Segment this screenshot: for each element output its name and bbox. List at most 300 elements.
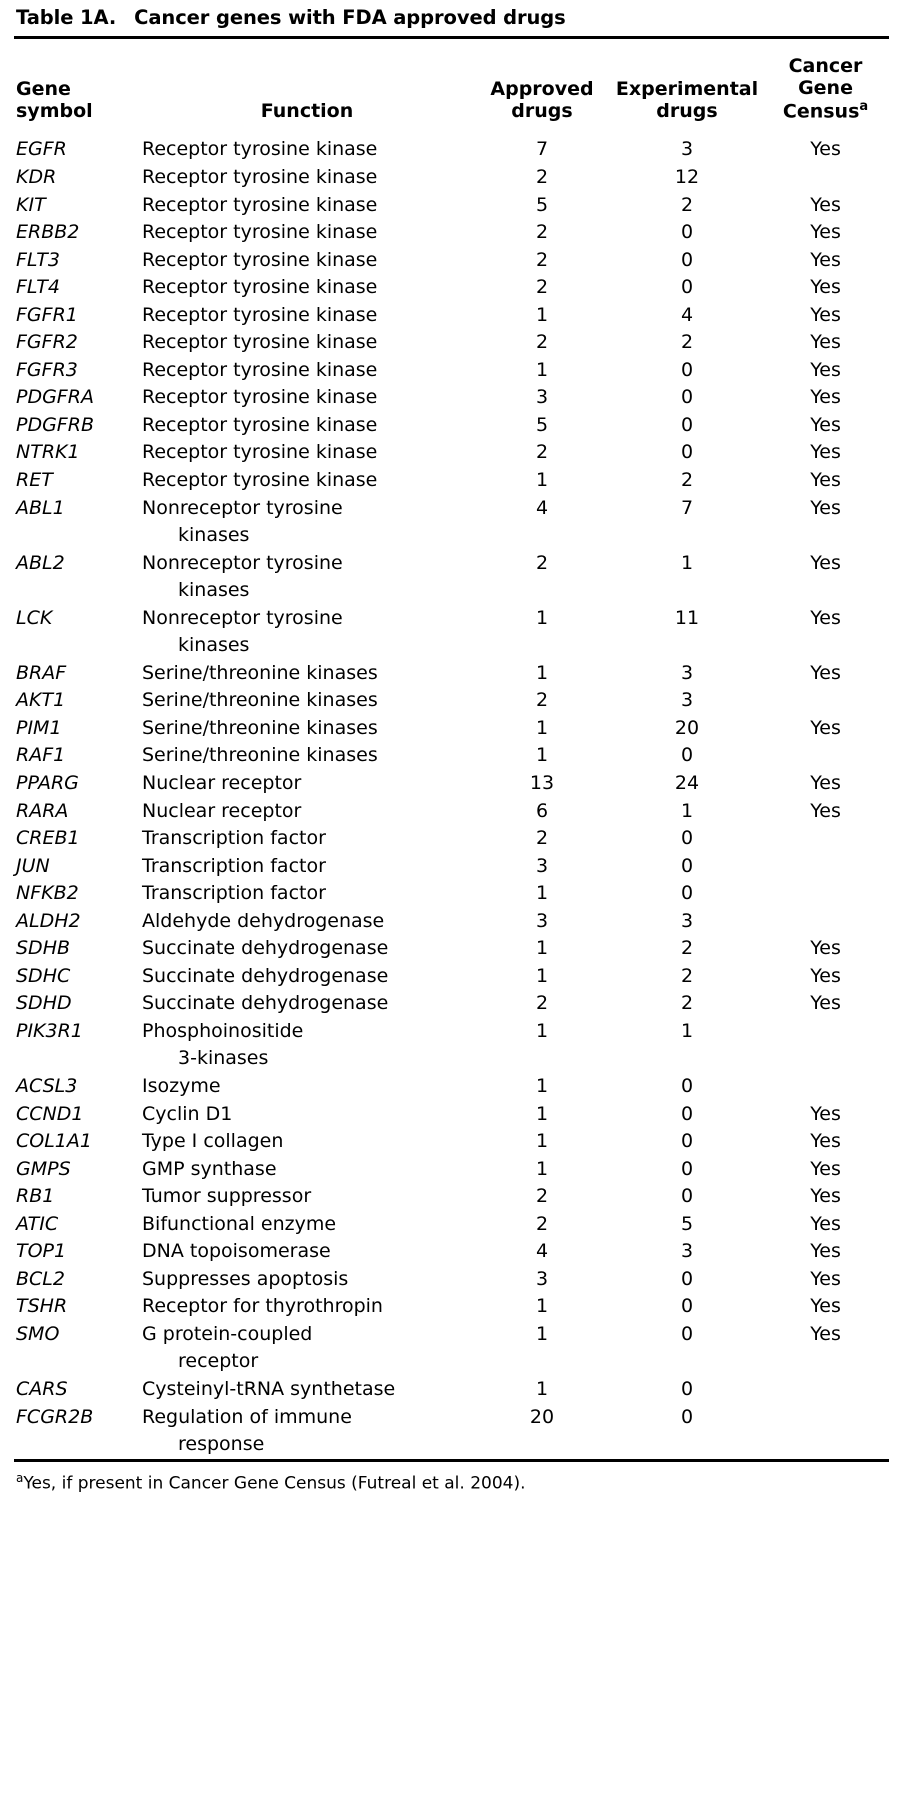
cell-gene-symbol: GMPS bbox=[16, 1157, 71, 1180]
cell-approved-drugs: 1 bbox=[535, 1075, 549, 1098]
cell-gene-symbol: AKT1 bbox=[16, 689, 66, 712]
col-header-experimental-line1: Experimental bbox=[615, 78, 759, 101]
cell-function bbox=[142, 605, 472, 660]
cell-approved-drugs: 1 bbox=[535, 1378, 549, 1401]
cell-function-line2: kinases bbox=[178, 524, 250, 547]
cell-cancer-gene-census: Yes bbox=[810, 1212, 841, 1235]
cell-function bbox=[142, 384, 472, 412]
col-header-gene-symbol bbox=[14, 55, 142, 127]
cell-gene-symbol: SMO bbox=[16, 1322, 60, 1345]
cell-function bbox=[142, 1183, 472, 1211]
cell-gene-symbol: NTRK1 bbox=[16, 441, 80, 464]
cell-approved-drugs: 1 bbox=[535, 358, 549, 381]
table-row bbox=[14, 164, 889, 192]
table-row bbox=[14, 357, 889, 385]
cell-function-line1: Receptor tyrosine kinase bbox=[142, 386, 378, 409]
cell-function bbox=[142, 1101, 472, 1129]
caption-title: Cancer genes with FDA approved drugs bbox=[134, 6, 566, 29]
cell-function bbox=[142, 853, 472, 881]
table-row bbox=[14, 247, 889, 275]
table-body bbox=[14, 127, 889, 1458]
cell-experimental-drugs: 5 bbox=[680, 1212, 694, 1235]
cell-approved-drugs: 2 bbox=[535, 165, 549, 188]
cell-experimental-drugs: 1 bbox=[680, 551, 694, 574]
cell-function-line1: Transcription factor bbox=[142, 854, 326, 877]
cell-cancer-gene-census: Yes bbox=[810, 1295, 841, 1318]
cell-function bbox=[142, 247, 472, 275]
table-row bbox=[14, 384, 889, 412]
cell-function-line1: Serine/threonine kinases bbox=[142, 716, 378, 739]
cell-approved-drugs: 2 bbox=[535, 276, 549, 299]
cell-function-line1: Cysteinyl-tRNA synthetase bbox=[142, 1378, 396, 1401]
table-row bbox=[14, 127, 889, 164]
table-row bbox=[14, 274, 889, 302]
cell-experimental-drugs: 3 bbox=[680, 138, 694, 161]
cell-gene-symbol: SDHC bbox=[16, 964, 71, 987]
cell-function-line1: Nuclear receptor bbox=[142, 799, 302, 822]
cell-approved-drugs: 5 bbox=[535, 413, 549, 436]
cell-function bbox=[142, 550, 472, 605]
cell-cancer-gene-census: Yes bbox=[810, 964, 841, 987]
cell-cancer-gene-census: Yes bbox=[810, 413, 841, 436]
cell-function bbox=[142, 798, 472, 826]
cell-gene-symbol: NFKB2 bbox=[16, 882, 79, 905]
cell-approved-drugs: 2 bbox=[535, 441, 549, 464]
cell-gene-symbol: FCGR2B bbox=[16, 1405, 94, 1428]
col-header-experimental-drugs bbox=[612, 55, 762, 127]
cell-approved-drugs: 1 bbox=[535, 606, 549, 629]
table-row bbox=[14, 412, 889, 440]
cell-function-line1: Aldehyde dehydrogenase bbox=[142, 909, 385, 932]
cell-function bbox=[142, 357, 472, 385]
cell-experimental-drugs: 0 bbox=[680, 1075, 694, 1098]
cell-approved-drugs: 2 bbox=[535, 689, 549, 712]
table-row bbox=[14, 439, 889, 467]
cell-function-line1: Isozyme bbox=[142, 1075, 221, 1098]
cell-gene-symbol: ABL1 bbox=[16, 496, 65, 519]
cell-experimental-drugs: 2 bbox=[680, 468, 694, 491]
cell-cancer-gene-census: Yes bbox=[810, 661, 841, 684]
cell-function bbox=[142, 467, 472, 495]
col-header-function bbox=[142, 55, 472, 127]
cell-approved-drugs: 3 bbox=[535, 1267, 549, 1290]
cell-cancer-gene-census: Yes bbox=[810, 386, 841, 409]
col-header-function-label: Function bbox=[260, 100, 354, 123]
cell-cancer-gene-census: Yes bbox=[810, 606, 841, 629]
cell-gene-symbol: PIM1 bbox=[16, 716, 62, 739]
table-row bbox=[14, 798, 889, 826]
cell-experimental-drugs: 0 bbox=[680, 276, 694, 299]
cell-function-line1: Receptor tyrosine kinase bbox=[142, 248, 378, 271]
cell-gene-symbol: PDGFRA bbox=[16, 386, 94, 409]
table-row bbox=[14, 1404, 889, 1459]
cell-function bbox=[142, 1376, 472, 1404]
cell-approved-drugs: 1 bbox=[535, 937, 549, 960]
cell-cancer-gene-census: Yes bbox=[810, 303, 841, 326]
col-header-census-line1: Cancer bbox=[788, 55, 863, 77]
cell-cancer-gene-census: Yes bbox=[810, 248, 841, 271]
cell-approved-drugs: 1 bbox=[535, 303, 549, 326]
cell-cancer-gene-census: Yes bbox=[810, 496, 841, 519]
cell-experimental-drugs: 0 bbox=[680, 1267, 694, 1290]
cell-gene-symbol: EGFR bbox=[16, 138, 67, 161]
table-row bbox=[14, 990, 889, 1018]
cell-experimental-drugs: 0 bbox=[680, 441, 694, 464]
cell-cancer-gene-census: Yes bbox=[810, 193, 841, 216]
cell-approved-drugs: 1 bbox=[535, 1019, 549, 1042]
table-row bbox=[14, 770, 889, 798]
cell-cancer-gene-census: Yes bbox=[810, 1185, 841, 1208]
cell-function-line2: response bbox=[178, 1433, 265, 1456]
cell-function-line1: Nonreceptor tyrosine bbox=[142, 606, 343, 629]
cell-function bbox=[142, 825, 472, 853]
cell-experimental-drugs: 2 bbox=[680, 331, 694, 354]
cell-gene-symbol: PIK3R1 bbox=[16, 1019, 83, 1042]
cell-function-line1: GMP synthase bbox=[142, 1157, 277, 1180]
cell-approved-drugs: 2 bbox=[535, 827, 549, 850]
cell-function bbox=[142, 302, 472, 330]
cell-function bbox=[142, 1293, 472, 1321]
cell-function-line1: Receptor for thyrothropin bbox=[142, 1295, 383, 1318]
cell-function bbox=[142, 127, 472, 164]
cell-approved-drugs: 3 bbox=[535, 909, 549, 932]
table-row bbox=[14, 1238, 889, 1266]
cell-function-line1: DNA topoisomerase bbox=[142, 1240, 331, 1263]
cell-gene-symbol: RET bbox=[16, 468, 53, 491]
table-row bbox=[14, 192, 889, 220]
cell-approved-drugs: 1 bbox=[535, 468, 549, 491]
cell-function-line1: Receptor tyrosine kinase bbox=[142, 441, 378, 464]
table-row bbox=[14, 1266, 889, 1294]
cell-approved-drugs: 2 bbox=[535, 331, 549, 354]
cell-experimental-drugs: 0 bbox=[680, 1130, 694, 1153]
table-row bbox=[14, 715, 889, 743]
cell-cancer-gene-census: Yes bbox=[810, 1267, 841, 1290]
cell-experimental-drugs: 0 bbox=[680, 1405, 694, 1428]
col-header-census-word: Census bbox=[782, 100, 860, 123]
cell-cancer-gene-census: Yes bbox=[810, 468, 841, 491]
cell-approved-drugs: 6 bbox=[535, 799, 549, 822]
table-row bbox=[14, 687, 889, 715]
cell-function bbox=[142, 1266, 472, 1294]
cell-cancer-gene-census: Yes bbox=[810, 441, 841, 464]
cell-approved-drugs: 1 bbox=[535, 661, 549, 684]
col-header-gene-line1: Gene bbox=[16, 78, 71, 101]
cell-cancer-gene-census: Yes bbox=[810, 992, 841, 1015]
cell-function bbox=[142, 1321, 472, 1376]
cell-approved-drugs: 1 bbox=[535, 882, 549, 905]
cell-experimental-drugs: 12 bbox=[674, 165, 700, 188]
cell-approved-drugs: 2 bbox=[535, 1212, 549, 1235]
cell-function-line2: receptor bbox=[178, 1350, 259, 1373]
cell-experimental-drugs: 0 bbox=[680, 827, 694, 850]
table-row bbox=[14, 825, 889, 853]
table-row bbox=[14, 329, 889, 357]
cell-cancer-gene-census bbox=[762, 825, 889, 853]
cell-gene-symbol: ALDH2 bbox=[16, 909, 81, 932]
cell-function bbox=[142, 908, 472, 936]
cell-function bbox=[142, 742, 472, 770]
col-header-census-line3 bbox=[762, 99, 889, 122]
cell-function-line1: Transcription factor bbox=[142, 882, 326, 905]
cell-cancer-gene-census: Yes bbox=[810, 1157, 841, 1180]
cell-gene-symbol: ABL2 bbox=[16, 551, 65, 574]
cell-function bbox=[142, 660, 472, 688]
cell-experimental-drugs: 2 bbox=[680, 964, 694, 987]
cell-function-line1: Nonreceptor tyrosine bbox=[142, 551, 343, 574]
cell-function-line1: G protein-coupled bbox=[142, 1322, 313, 1345]
cell-function bbox=[142, 439, 472, 467]
cell-approved-drugs: 2 bbox=[535, 248, 549, 271]
cell-function bbox=[142, 770, 472, 798]
cell-cancer-gene-census: Yes bbox=[810, 138, 841, 161]
cell-experimental-drugs: 3 bbox=[680, 1240, 694, 1263]
cell-function-line1: Serine/threonine kinases bbox=[142, 661, 378, 684]
table-row bbox=[14, 963, 889, 991]
table-row bbox=[14, 880, 889, 908]
cell-gene-symbol: CCND1 bbox=[16, 1102, 84, 1125]
footnote-marker: a bbox=[16, 1470, 24, 1485]
table-footnote bbox=[14, 1462, 889, 1499]
cell-experimental-drugs: 3 bbox=[680, 909, 694, 932]
cell-cancer-gene-census bbox=[762, 908, 889, 936]
cell-cancer-gene-census: Yes bbox=[810, 799, 841, 822]
cell-function-line1: Receptor tyrosine kinase bbox=[142, 413, 378, 436]
cell-gene-symbol: RAF1 bbox=[16, 744, 66, 767]
cell-approved-drugs: 20 bbox=[529, 1405, 555, 1428]
cell-function bbox=[142, 329, 472, 357]
cell-gene-symbol: SDHD bbox=[16, 992, 72, 1015]
table-row bbox=[14, 605, 889, 660]
cell-gene-symbol: JUN bbox=[16, 854, 50, 877]
table-row bbox=[14, 935, 889, 963]
cell-function bbox=[142, 192, 472, 220]
cell-approved-drugs: 1 bbox=[535, 1102, 549, 1125]
cell-experimental-drugs: 0 bbox=[680, 854, 694, 877]
cell-gene-symbol: RB1 bbox=[16, 1185, 55, 1208]
cell-approved-drugs: 2 bbox=[535, 992, 549, 1015]
cell-experimental-drugs: 0 bbox=[680, 386, 694, 409]
cell-approved-drugs: 1 bbox=[535, 744, 549, 767]
cell-approved-drugs: 1 bbox=[535, 1322, 549, 1345]
cell-function-line1: Type I collagen bbox=[142, 1130, 284, 1153]
cell-function-line1: Receptor tyrosine kinase bbox=[142, 358, 378, 381]
cell-function bbox=[142, 687, 472, 715]
cell-function-line1: Succinate dehydrogenase bbox=[142, 937, 389, 960]
cell-cancer-gene-census: Yes bbox=[810, 221, 841, 244]
cell-function bbox=[142, 935, 472, 963]
cell-approved-drugs: 1 bbox=[535, 964, 549, 987]
cell-gene-symbol: RARA bbox=[16, 799, 69, 822]
cell-function-line1: Serine/threonine kinases bbox=[142, 744, 378, 767]
cell-experimental-drugs: 3 bbox=[680, 689, 694, 712]
cell-gene-symbol: PDGFRB bbox=[16, 413, 94, 436]
cell-gene-symbol: FLT4 bbox=[16, 276, 60, 299]
cell-function-line1: Suppresses apoptosis bbox=[142, 1267, 349, 1290]
cell-cancer-gene-census bbox=[762, 853, 889, 881]
cell-experimental-drugs: 0 bbox=[680, 1185, 694, 1208]
cell-function bbox=[142, 1156, 472, 1184]
cell-experimental-drugs: 2 bbox=[680, 937, 694, 960]
cell-experimental-drugs: 2 bbox=[680, 992, 694, 1015]
cell-cancer-gene-census bbox=[762, 687, 889, 715]
cell-approved-drugs: 1 bbox=[535, 1130, 549, 1153]
col-header-approved-line1: Approved bbox=[490, 78, 594, 101]
cell-experimental-drugs: 2 bbox=[680, 193, 694, 216]
table-row bbox=[14, 1321, 889, 1376]
cell-gene-symbol: COL1A1 bbox=[16, 1130, 92, 1153]
cell-function-line1: Receptor tyrosine kinase bbox=[142, 303, 378, 326]
cell-approved-drugs: 2 bbox=[535, 221, 549, 244]
caption-label: Table 1A. bbox=[16, 6, 117, 29]
cell-function-line1: Receptor tyrosine kinase bbox=[142, 276, 378, 299]
cell-function bbox=[142, 1238, 472, 1266]
col-header-experimental-line2: drugs bbox=[656, 100, 718, 123]
cell-experimental-drugs: 1 bbox=[680, 1019, 694, 1042]
cell-function-line1: Receptor tyrosine kinase bbox=[142, 331, 378, 354]
cell-gene-symbol: SDHB bbox=[16, 937, 71, 960]
header-spacer bbox=[14, 39, 889, 55]
cell-approved-drugs: 2 bbox=[535, 1185, 549, 1208]
table-row bbox=[14, 1376, 889, 1404]
cell-approved-drugs: 1 bbox=[535, 716, 549, 739]
table-row bbox=[14, 908, 889, 936]
cell-function bbox=[142, 1073, 472, 1101]
cell-cancer-gene-census: Yes bbox=[810, 551, 841, 574]
cell-gene-symbol: ACSL3 bbox=[16, 1075, 78, 1098]
cell-function-line2: 3-kinases bbox=[178, 1047, 269, 1070]
cell-function bbox=[142, 963, 472, 991]
cell-function bbox=[142, 219, 472, 247]
cell-gene-symbol: CARS bbox=[16, 1378, 68, 1401]
cancer-genes-table bbox=[14, 39, 889, 1459]
cell-gene-symbol: FGFR2 bbox=[16, 331, 78, 354]
cell-function bbox=[142, 1018, 472, 1073]
cell-cancer-gene-census bbox=[762, 742, 889, 770]
cell-experimental-drugs: 7 bbox=[680, 496, 694, 519]
table-row bbox=[14, 853, 889, 881]
cell-gene-symbol: PPARG bbox=[16, 772, 79, 794]
cell-experimental-drugs: 20 bbox=[674, 716, 700, 739]
cell-experimental-drugs: 0 bbox=[680, 1295, 694, 1318]
col-header-census-line2: Gene bbox=[798, 77, 853, 100]
cell-gene-symbol: TSHR bbox=[16, 1295, 68, 1318]
cell-gene-symbol: LCK bbox=[16, 606, 53, 629]
table-row bbox=[14, 302, 889, 330]
cell-cancer-gene-census: Yes bbox=[810, 331, 841, 354]
table-row bbox=[14, 1018, 889, 1073]
cell-experimental-drugs: 3 bbox=[680, 661, 694, 684]
cell-approved-drugs: 1 bbox=[535, 1157, 549, 1180]
cell-function bbox=[142, 1404, 472, 1459]
col-header-approved-line2: drugs bbox=[511, 100, 573, 123]
table-row bbox=[14, 467, 889, 495]
cell-function bbox=[142, 164, 472, 192]
cell-function-line1: Serine/threonine kinases bbox=[142, 689, 378, 712]
cell-gene-symbol: FGFR1 bbox=[16, 303, 78, 326]
cell-function bbox=[142, 1128, 472, 1156]
table-row bbox=[14, 1211, 889, 1239]
cell-function-line1: Succinate dehydrogenase bbox=[142, 992, 389, 1015]
cell-approved-drugs: 5 bbox=[535, 193, 549, 216]
cell-approved-drugs: 2 bbox=[535, 551, 549, 574]
cell-cancer-gene-census: Yes bbox=[810, 716, 841, 739]
cell-function bbox=[142, 715, 472, 743]
cell-cancer-gene-census: Yes bbox=[810, 1322, 841, 1345]
cell-function-line2: kinases bbox=[178, 579, 250, 602]
cell-experimental-drugs: 0 bbox=[680, 358, 694, 381]
cell-function-line1: Tumor suppressor bbox=[142, 1185, 312, 1208]
cell-function-line1: Nuclear receptor bbox=[142, 772, 302, 794]
cell-gene-symbol: ATIC bbox=[16, 1212, 59, 1235]
cell-function-line1: Cyclin D1 bbox=[142, 1102, 233, 1125]
cell-function bbox=[142, 990, 472, 1018]
cell-gene-symbol: FGFR3 bbox=[16, 358, 78, 381]
cell-cancer-gene-census: Yes bbox=[810, 937, 841, 960]
cell-experimental-drugs: 1 bbox=[680, 799, 694, 822]
cell-function-line1: Receptor tyrosine kinase bbox=[142, 165, 378, 188]
cell-approved-drugs: 4 bbox=[535, 496, 549, 519]
cell-gene-symbol: BCL2 bbox=[16, 1267, 65, 1290]
cell-function-line2: kinases bbox=[178, 634, 250, 657]
col-header-cancer-gene-census bbox=[762, 55, 889, 127]
cell-experimental-drugs: 11 bbox=[674, 606, 700, 629]
cell-approved-drugs: 1 bbox=[535, 1295, 549, 1318]
cell-function-line1: Receptor tyrosine kinase bbox=[142, 221, 378, 244]
cell-experimental-drugs: 0 bbox=[680, 413, 694, 436]
header-spacer-row bbox=[14, 39, 889, 55]
cell-cancer-gene-census: Yes bbox=[810, 1102, 841, 1125]
cell-gene-symbol: CREB1 bbox=[16, 827, 80, 850]
cell-gene-symbol: ERBB2 bbox=[16, 221, 80, 244]
table-row bbox=[14, 1183, 889, 1211]
cell-function bbox=[142, 412, 472, 440]
cell-function-line1: Transcription factor bbox=[142, 827, 326, 850]
cell-function-line1: Receptor tyrosine kinase bbox=[142, 193, 378, 216]
cell-experimental-drugs: 0 bbox=[680, 1378, 694, 1401]
cell-cancer-gene-census bbox=[762, 1073, 889, 1101]
cell-gene-symbol: BRAF bbox=[16, 661, 67, 684]
cell-experimental-drugs: 0 bbox=[680, 1322, 694, 1345]
footnote-text: Yes, if present in Cancer Gene Census (Futreal et al. 2004). bbox=[23, 1473, 526, 1494]
cell-function bbox=[142, 274, 472, 302]
cell-function-line1: Receptor tyrosine kinase bbox=[142, 138, 378, 161]
cell-experimental-drugs: 0 bbox=[680, 248, 694, 271]
table-row bbox=[14, 1101, 889, 1129]
table-row bbox=[14, 1293, 889, 1321]
cell-function-line1: Nonreceptor tyrosine bbox=[142, 496, 343, 519]
col-header-approved-drugs bbox=[472, 55, 612, 127]
cell-cancer-gene-census bbox=[762, 880, 889, 908]
cell-function-line1: Receptor tyrosine kinase bbox=[142, 468, 378, 491]
table-row bbox=[14, 219, 889, 247]
cell-experimental-drugs: 0 bbox=[680, 882, 694, 905]
cell-function-line1: Succinate dehydrogenase bbox=[142, 964, 389, 987]
table-row bbox=[14, 550, 889, 605]
cell-function-line1: Phosphoinositide bbox=[142, 1019, 304, 1042]
header-row bbox=[14, 55, 889, 127]
cell-gene-symbol: TOP1 bbox=[16, 1240, 67, 1263]
cell-approved-drugs: 13 bbox=[529, 772, 555, 794]
cell-experimental-drugs: 0 bbox=[680, 1157, 694, 1180]
cell-cancer-gene-census: Yes bbox=[810, 1130, 841, 1153]
table-row bbox=[14, 742, 889, 770]
cell-cancer-gene-census: Yes bbox=[810, 276, 841, 299]
cell-approved-drugs: 7 bbox=[535, 138, 549, 161]
cell-approved-drugs: 3 bbox=[535, 386, 549, 409]
cell-function-line1: Bifunctional enzyme bbox=[142, 1212, 337, 1235]
cell-experimental-drugs: 4 bbox=[680, 303, 694, 326]
